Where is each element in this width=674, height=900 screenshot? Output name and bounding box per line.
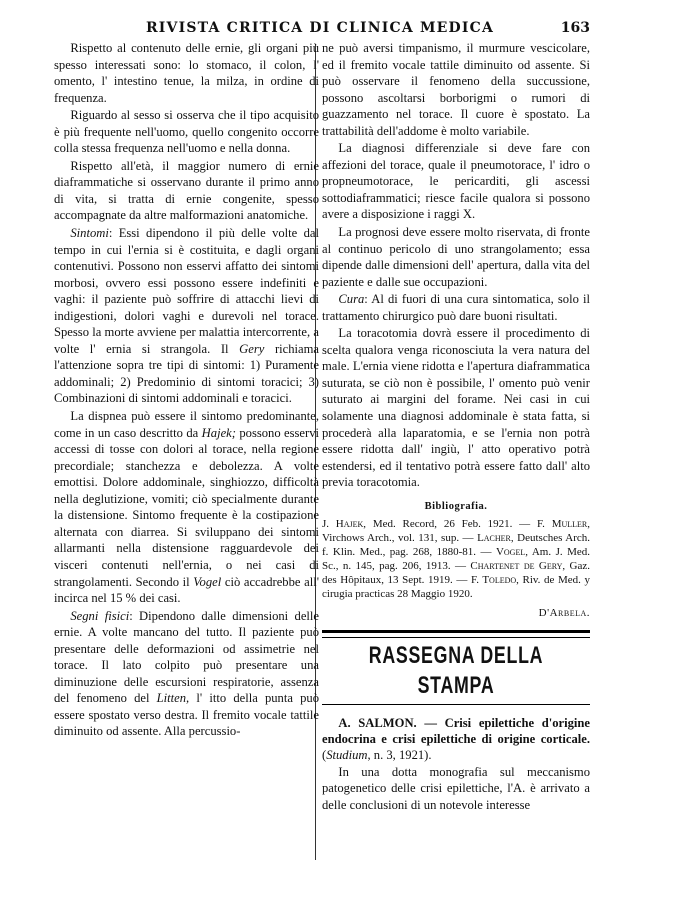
paragraph-cure xyxy=(322,291,590,324)
vogel-text: ciò accadrebbe all' incirca nel 15 % dei casi. xyxy=(54,574,319,606)
article-source-journal: Studium xyxy=(326,747,368,762)
article-source-close: , n. 3, 1921). xyxy=(367,747,432,762)
paragraph-continuation: ne può aversi timpanismo, il murmure vescicolare, ed il fremito vocale tattile diminuito od assente. Si può osservare il fenomeno della succussione, possono ascoltarsi borborigmi o rumori di guazzamento nel torace. Il cuore è spostato. La trattabilità dell'addome è molto variabile. xyxy=(322,41,590,138)
paragraph-physical-signs xyxy=(54,608,319,740)
paragraph-thoracotomy: La toracotomia dovrà essere il procedimento di scelta qualora venga riconosciuta la vera natura del male. L'ernia viene ridotta e l'apertura diaframmatica suturata, se ciò non è possibile, l' omento può venir suturato ai margini del forame. Nei casi in cui solamente una diagnosi addominale è stata fatta, si procederà alla laparatomia, e se l'ernia non potrà essere ridotta dall' ingiù, l' atto operativo potrà estendersi, ed il tentativo potrà essere fatto dall' alto previa toracotomia. xyxy=(322,326,590,490)
paragraph-hernia-contents: Rispetto al contenuto delle ernie, gli organi più spesso interessati sono: lo stomaco, il colon, l' omento, l' intestino tenue, la milza, in ordine di frequenza. xyxy=(54,41,319,105)
left-column xyxy=(54,40,319,740)
paragraph-prognosis: La prognosi deve essere molto riservata, di fronte al continuo pericolo di uno strangolamento; essa dipende dalle dimensioni dell' apertura, dalla vita del paziente e dalle sue occupazioni. xyxy=(322,225,590,289)
dyspnea-text: La dispnea può essere il sintomo predominante, come in un caso descritto da xyxy=(54,409,319,440)
article-author: A. SALMON. xyxy=(338,715,417,730)
physical-signs-text: : Dipendono dalle dimensioni delle ernie. A volte mancano del tutto. Il paziente può presentare delle deformazioni od assimetrie nel torace. Il lato colpito può presentare una diminuzione delle escursioni respiratorie, assenza del fenomeno del xyxy=(54,608,319,706)
cure-label: Cura xyxy=(338,292,365,307)
bib-author: F. Muller, xyxy=(536,518,591,531)
bib-text: Gaz. des Hôpitaux, 13 Sept. 1919. — xyxy=(322,560,590,587)
article-source-open: ( xyxy=(322,747,327,762)
physical-signs-label: Segni fisici xyxy=(70,608,130,623)
article-heading xyxy=(322,715,590,763)
bib-text: Riv. de Med. y cirugia practicas 28 Maggio 1920. xyxy=(322,574,590,601)
journal-title: RIVISTA CRITICA DI CLINICA MEDICA xyxy=(145,20,495,36)
paragraph-age: Rispetto all'età, il maggior numero di ernie diaframmatiche si osservano durante il primo anno di vita, si tratta di ernie congenite, spesso accompagnate da altre malformazioni anatomiche. xyxy=(54,158,319,223)
paragraph-dyspnea xyxy=(54,408,319,607)
cure-text: : Al di fuori di una cura sintomatica, solo il trattamento chirurgico può dare buoni risultati. xyxy=(322,292,590,323)
right-column xyxy=(322,40,590,814)
bibliography-heading: Bibliografia. xyxy=(424,500,488,512)
article-title: — Crisi epilettiche d'origine endocrina e crisi epilettiche di origine corticale. xyxy=(322,715,591,746)
symptoms-text: : Essi dipendono il più delle volte dal tempo in cui l'ernia si è costituita, e dagli organi contenutivi. Possono non esservi affatto dei sintomi morbosi, ovvero essi possono essere indefiniti e vaghi: il paziente può soffrire di attacchi lievi di indigestioni, dolori vaghi e durevoli nel torace. Spesso la morte avviene per malattia intercorrente, a volte l' ernia si strangola. Il xyxy=(54,226,319,356)
author-vogel: Vogel xyxy=(193,574,222,589)
paragraph-symptoms xyxy=(54,225,319,407)
author-litten: Litten, xyxy=(156,691,190,706)
bib-text: Med. Record, 26 Feb. 1921. — xyxy=(372,518,531,531)
bib-author: Lacher, xyxy=(477,532,514,545)
article-body: In una dotta monografia sul meccanismo patogenetico delle crisi epilettiche, l'A. è arrivato a delle conclusioni di un notevole interesse xyxy=(322,764,590,812)
bib-text: Virchows Arch., vol. 131, sup. — xyxy=(322,532,474,545)
running-head xyxy=(50,20,590,40)
bib-author: Vogel, xyxy=(495,546,528,559)
section-rule-bottom xyxy=(322,704,590,705)
paragraph-sex: Riguardo al sesso si osserva che il tipo acquisito è più frequente nell'uomo, quello congenito occorre colla stessa frequenza nell'uomo e nella donna. xyxy=(54,108,319,156)
section-rule-top xyxy=(322,630,590,638)
bib-text: Deutsches Arch. f. Klin. Med., pag. 268, 1880-81. — xyxy=(322,532,590,559)
author-hajek: Hajek; xyxy=(201,425,236,440)
bibliography-list xyxy=(322,517,590,601)
symptoms-label: Sintomi xyxy=(70,226,109,241)
bib-author: Chartenet de Gery, xyxy=(470,560,566,573)
author-signature: D'Arbela. xyxy=(538,607,590,620)
page-number: 163 xyxy=(560,20,590,36)
bib-author: J. Hajek, xyxy=(322,518,367,531)
bib-text: Am. J. Med. Sc., n. 145, pag. 206, 1913. — xyxy=(322,546,590,573)
section-title: RASSEGNA DELLA STAMPA xyxy=(368,641,544,699)
hajek-text: possono esservi accessi di tosse con dolori al torace, nella regione precordiale; stanchezza e debolezza. A volte emottisi. Dolore addominale, singhiozzo, difficoltà nella deglutizione, vomiti; ciò specialmente durante la distensione. Sintomo frequente è la costipazione alternata con diarrea. Si sviluppano dei sintomi allarmanti nella distensione ragguardevole dei visceri contenuti nell'ernia, o nei casi di strangolamenti. Secondo il xyxy=(54,425,319,589)
gery-text: richiama l'attenzione sopra tre tipi di sintomi: 1) Puramente addominali; 2) Predominio di sintomi toracici; 3) Combinazioni di sintomi addominali e toracici. xyxy=(54,341,319,406)
author-gery: Gery xyxy=(239,341,265,356)
litten-text: l' itto della punta può essere spostato verso destra. Il fremito vocale tattile diminuito od assente. Alla percussio- xyxy=(54,691,320,739)
bib-author: F. Toledo, xyxy=(470,574,519,587)
paragraph-diagnosis: La diagnosi differenziale si deve fare con affezioni del torace, quale il pneumotorace, l' idro o propneumotorace, le pericarditi, gli ascessi sottodiaframmatici; riesce facile qualora si possono avere a disposizione i raggi X. xyxy=(322,141,590,222)
